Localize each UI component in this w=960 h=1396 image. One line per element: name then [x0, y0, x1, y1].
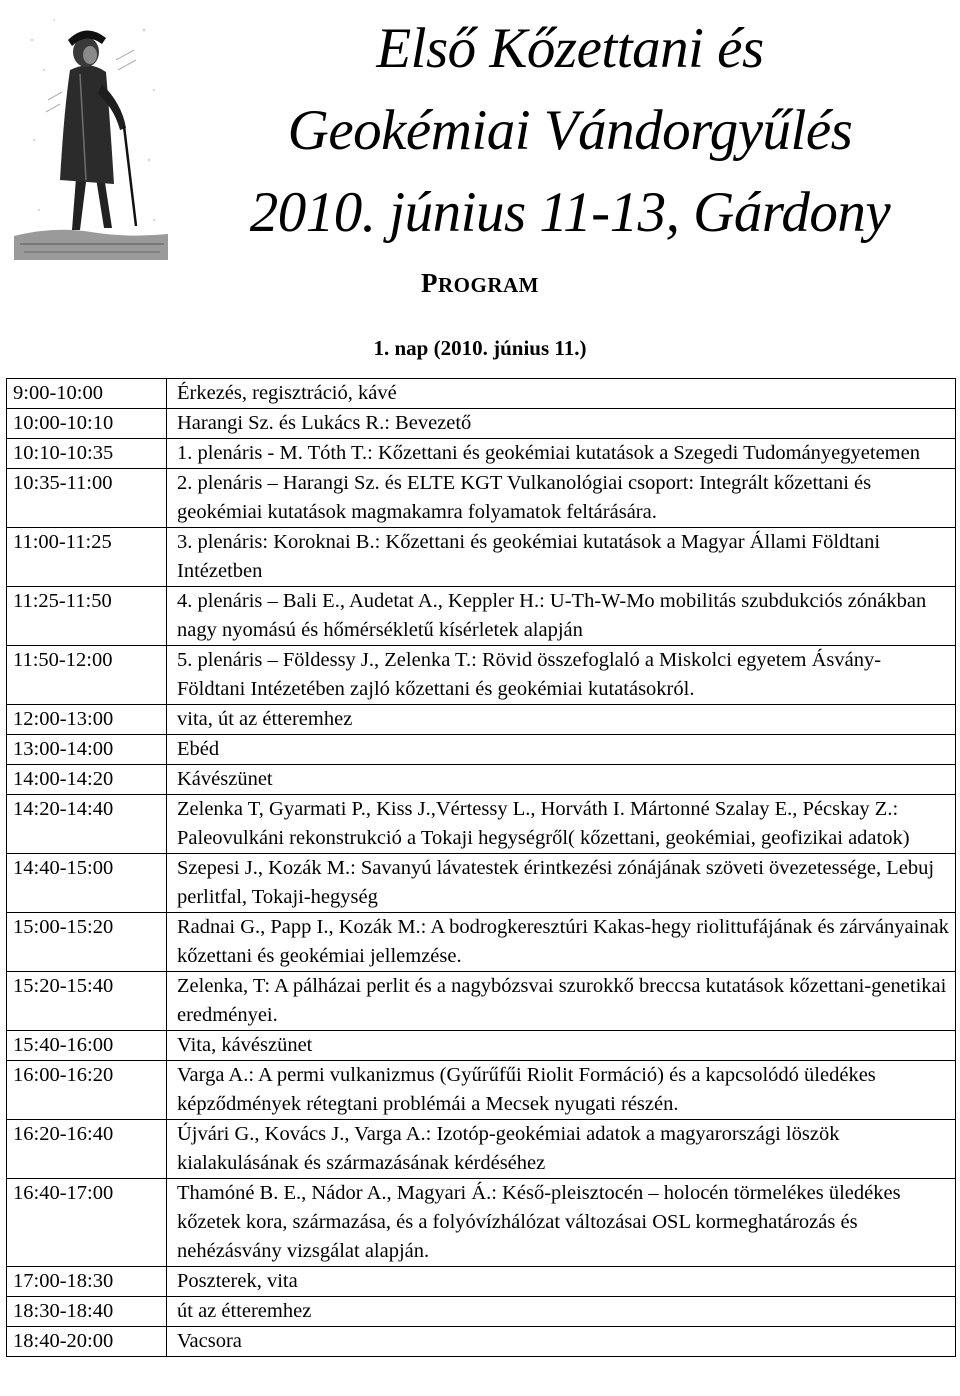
session-time: 17:00-18:30	[7, 1267, 167, 1297]
program-heading-rest: ROGRAM	[438, 273, 539, 297]
session-time: 14:00-14:20	[7, 765, 167, 795]
session-description: 2. plenáris – Harangi Sz. és ELTE KGT Vulkanológiai csoport: Integrált kőzettani és geokémiai kutatások magmakamra folyamatok feltárására.	[167, 469, 956, 528]
session-time: 10:00-10:10	[7, 409, 167, 439]
table-row	[7, 469, 956, 528]
session-description: 1. plenáris - M. Tóth T.: Kőzettani és geokémiai kutatások a Szegedi Tudományegyetemen	[167, 439, 956, 469]
session-description: Vita, kávészünet	[167, 1031, 956, 1061]
session-description: Harangi Sz. és Lukács R.: Bevezető	[167, 409, 956, 439]
table-row	[7, 765, 956, 795]
table-row	[7, 587, 956, 646]
table-row	[7, 1179, 956, 1267]
session-time: 15:00-15:20	[7, 913, 167, 972]
table-row	[7, 439, 956, 469]
session-time: 16:20-16:40	[7, 1120, 167, 1179]
table-row	[7, 1297, 956, 1327]
session-description: Zelenka T, Gyarmati P., Kiss J.,Vértessy L., Horváth I. Mártonné Szalay E., Pécskay Z.: Paleovulkáni rekonstrukció a Tokaji hegységről( kőzettani, geokémiai, geofizikai adatok)	[167, 795, 956, 854]
session-time: 15:40-16:00	[7, 1031, 167, 1061]
table-row	[7, 409, 956, 439]
session-description: Szepesi J., Kozák M.: Savanyú lávatestek érintkezési zónájának szöveti övezetessége, Lebuj perlitfal, Tokaji-hegység	[167, 854, 956, 913]
session-time: 15:20-15:40	[7, 972, 167, 1031]
session-description: út az étteremhez	[167, 1297, 956, 1327]
session-description: Ebéd	[167, 735, 956, 765]
table-row	[7, 1327, 956, 1357]
table-row	[7, 735, 956, 765]
table-row	[7, 1061, 956, 1120]
table-row	[7, 795, 956, 854]
session-time: 10:35-11:00	[7, 469, 167, 528]
session-description: Kávészünet	[167, 765, 956, 795]
portrait-engraving	[14, 0, 168, 260]
session-time: 12:00-13:00	[7, 705, 167, 735]
session-time: 10:10-10:35	[7, 439, 167, 469]
session-time: 18:30-18:40	[7, 1297, 167, 1327]
session-description: Érkezés, regisztráció, kávé	[167, 379, 956, 409]
session-time: 11:00-11:25	[7, 528, 167, 587]
table-row	[7, 379, 956, 409]
table-row	[7, 1120, 956, 1179]
schedule-table	[6, 378, 956, 1357]
program-heading-initial: P	[421, 268, 438, 298]
session-time: 11:50-12:00	[7, 646, 167, 705]
session-description: Radnai G., Papp I., Kozák M.: A bodrogkeresztúri Kakas-hegy riolittufájának és zárványainak kőzettani és geokémiai jellemzése.	[167, 913, 956, 972]
table-row	[7, 705, 956, 735]
page-title	[180, 8, 960, 254]
session-description: 3. plenáris: Koroknai B.: Kőzettani és geokémiai kutatások a Magyar Állami Földtani Intézetben	[167, 528, 956, 587]
table-row	[7, 1267, 956, 1297]
title-line-2: Geokémiai Vándorgyűlés	[287, 99, 853, 162]
session-time: 14:40-15:00	[7, 854, 167, 913]
table-row	[7, 528, 956, 587]
session-time: 16:00-16:20	[7, 1061, 167, 1120]
session-time: 13:00-14:00	[7, 735, 167, 765]
session-description: vita, út az étteremhez	[167, 705, 956, 735]
table-row	[7, 646, 956, 705]
session-time: 14:20-14:40	[7, 795, 167, 854]
session-description: Thamóné B. E., Nádor A., Magyari Á.: Késő-pleisztocén – holocén törmelékes üledékes kőzetek kora, származása, és a folyóvízhálózat változásai OSL kormeghatározás és nehézásvány vizsgálat alapján.	[167, 1179, 956, 1267]
table-row	[7, 913, 956, 972]
session-time: 11:25-11:50	[7, 587, 167, 646]
session-description: 5. plenáris – Földessy J., Zelenka T.: Rövid összefoglaló a Miskolci egyetem Ásvány-Földtani Intézetében zajló kőzettani és geokémiai kutatásokról.	[167, 646, 956, 705]
session-description: 4. plenáris – Bali E., Audetat A., Keppler H.: U-Th-W-Mo mobilitás szubdukciós zónákban nagy nyomású és hőmérsékletű kísérletek alapján	[167, 587, 956, 646]
table-row	[7, 1031, 956, 1061]
table-row	[7, 854, 956, 913]
session-description: Zelenka, T: A pálházai perlit és a nagybózsvai szurokkő breccsa kutatások kőzettani-genetikai eredményei.	[167, 972, 956, 1031]
session-time: 9:00-10:00	[7, 379, 167, 409]
table-row	[7, 972, 956, 1031]
title-line-3: 2010. június 11-13, Gárdony	[249, 181, 891, 244]
session-description: Varga A.: A permi vulkanizmus (Gyűrűfűi Riolit Formáció) és a kapcsolódó üledékes képződmények rétegtani problémái a Mecsek nyugati részén.	[167, 1061, 956, 1120]
session-description: Poszterek, vita	[167, 1267, 956, 1297]
program-heading	[0, 268, 960, 299]
session-description: Vacsora	[167, 1327, 956, 1357]
title-line-1: Első Kőzettani és	[376, 17, 764, 80]
session-time: 16:40-17:00	[7, 1179, 167, 1267]
session-time: 18:40-20:00	[7, 1327, 167, 1357]
day-heading: 1. nap (2010. június 11.)	[373, 336, 587, 360]
session-description: Újvári G., Kovács J., Varga A.: Izotóp-geokémiai adatok a magyarországi löszök kialakulásának és származásának kérdéséhez	[167, 1120, 956, 1179]
